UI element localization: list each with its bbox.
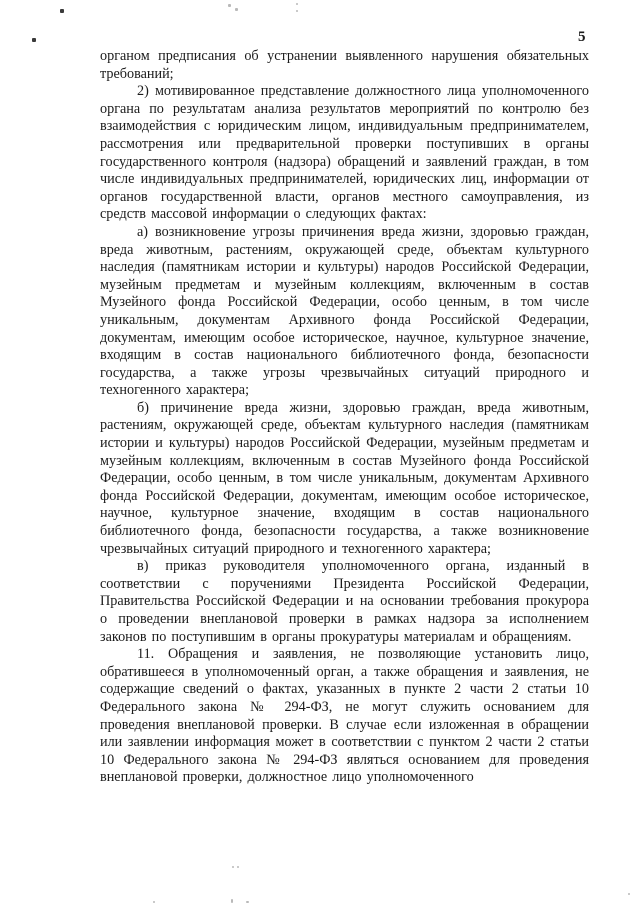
scan-artifact <box>246 901 249 903</box>
scan-artifact <box>296 3 298 5</box>
item-v-paragraph: в) приказ руководителя уполномоченного органа, изданный в соответствии с поручениями Президента Российской Федерации, Правительства Российской Федерации и на основании требования прокурора о проведении внеплановой проверки в рамках надзора за исполнением законов по поступившим в органы прокуратуры материалам и обращениям. <box>100 558 589 645</box>
scan-artifact <box>237 866 239 868</box>
scan-artifact <box>60 9 64 13</box>
page-number: 5 <box>578 29 586 45</box>
scan-artifact <box>235 8 238 11</box>
scan-artifact <box>296 10 298 12</box>
document-text-block <box>100 48 589 787</box>
item-b-paragraph: б) причинение вреда жизни, здоровью граждан, вреда животным, растениям, окружающей среде, объектам культурного наследия (памятникам истории и культуры) народов Российской Федерации, музейным предметам и музейным коллекциям, включенным в состав Музейного фонда Российской Федерации, особо ценным, в том числе уникальным, документам Архивного фонда Российской Федерации, документам, имеющим особое историческое, научное, культурное значение, входящим в состав национального библиотечного фонда, безопасности государства, а также возникновение чрезвычайных ситуаций природного и техногенного характера; <box>100 399 589 557</box>
item-2-paragraph: 2) мотивированное представление должностного лица уполномоченного органа по результатам анализа результатов мероприятий по контролю без взаимодействия с юридическим лицом, индивидуальным предпринимателем, рассмотрения или предварительной проверки поступивших в органы государственного контроля (надзора) обращений и заявлений граждан, в том числе индивидуальных предпринимателей, юридических лиц, информации от органов государственной власти, органов местного самоуправления, из средств массовой информации о следующих фактах: <box>100 83 589 223</box>
scan-artifact <box>232 866 234 868</box>
continuation-paragraph: органом предписания об устранении выявленного нарушения обязательных требований; <box>100 48 589 82</box>
scan-artifact <box>231 899 233 903</box>
item-a-paragraph: а) возникновение угрозы причинения вреда жизни, здоровью граждан, вреда животным, растениям, окружающей среде, объектам культурного наследия (памятникам истории и культуры) народов Российской Федерации, музейным предметам и музейным коллекциям, включенным в состав Музейного фонда Российской Федерации, особо ценным, в том числе уникальным, документам Архивного фонда Российской Федерации, документам, имеющим особое историческое, научное, культурное значение, входящим в состав национального библиотечного фонда, безопасности государства, а также угрозы чрезвычайных ситуаций природного и техногенного характера; <box>100 223 589 399</box>
clause-11-paragraph: 11. Обращения и заявления, не позволяющие установить лицо, обратившееся в уполномоченный орган, а также обращения и заявления, не содержащие сведений о фактах, указанных в пункте 2 части 2 статьи 10 Федерального закона № 294-ФЗ, не могут служить основанием для проведения внеплановой проверки. В случае если изложенная в обращении или заявлении информация может в соответствии с пунктом 2 части 2 статьи 10 Федерального закона № 294-ФЗ являться основанием для проведения внеплановой проверки, должностное лицо уполномоченного <box>100 646 589 786</box>
scan-artifact <box>32 38 36 42</box>
scan-artifact <box>153 901 155 903</box>
scan-artifact <box>628 893 630 895</box>
scan-artifact <box>228 4 231 7</box>
